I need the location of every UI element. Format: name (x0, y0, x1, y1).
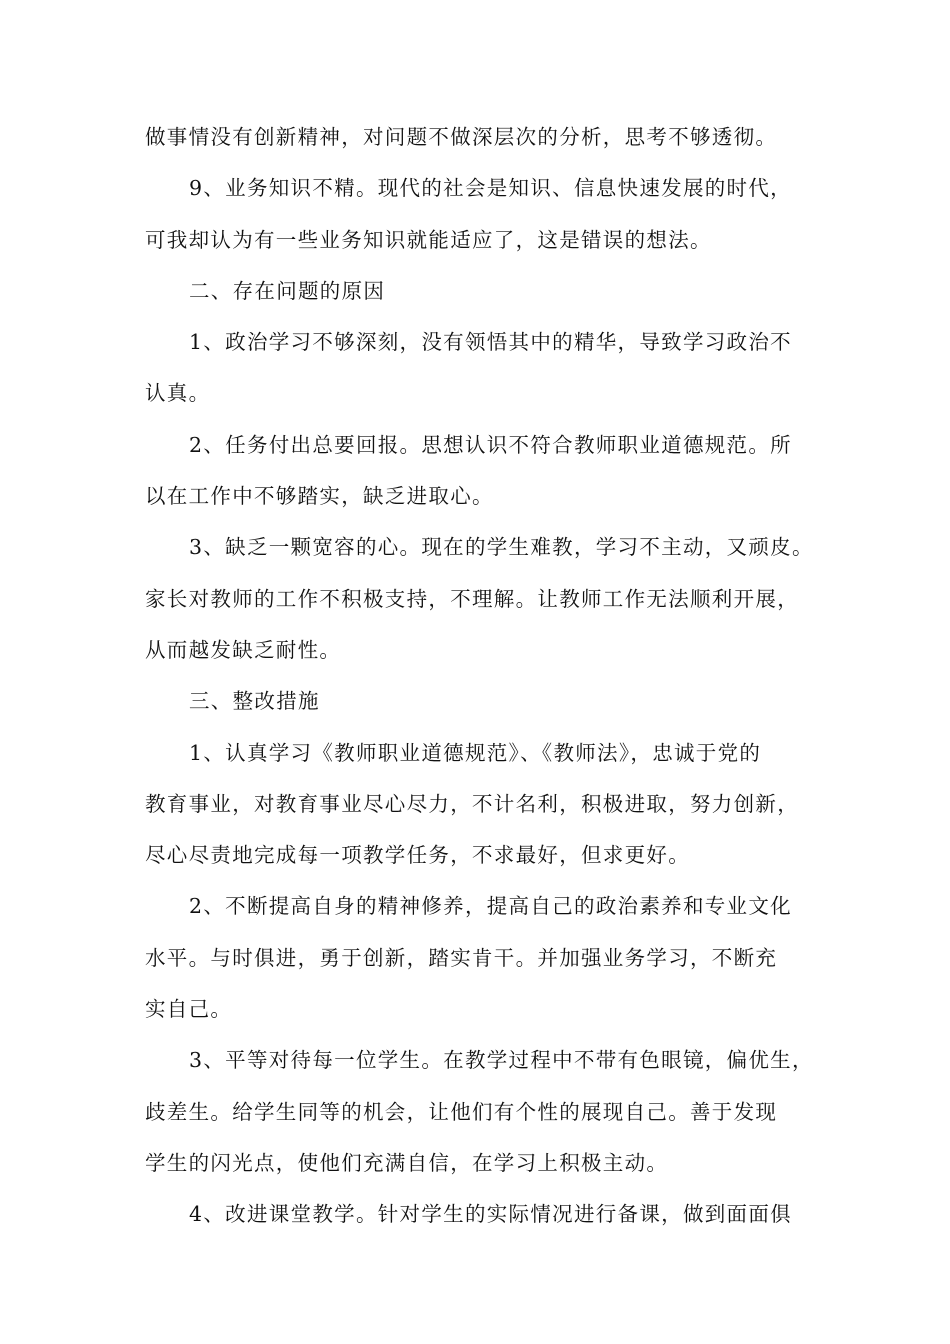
paragraph-line: 4、改进课堂教学。针对学生的实际情况进行备课，做到面面俱 (189, 1202, 792, 1227)
paragraph-line: 教育事业，对教育事业尽心尽力，不计名利，积极进取，努力创新， (145, 791, 799, 816)
paragraph (145, 1035, 815, 1189)
paragraph-line: 水平。与时俱进，勇于创新，踏实肯干。并加强业务学习，不断充 (145, 945, 778, 970)
paragraph-line: 9、业务知识不精。现代的社会是知识、信息快速发展的时代， (189, 176, 792, 201)
paragraph (145, 728, 815, 882)
paragraph-line: 从而越发缺乏耐性。 (145, 637, 342, 662)
paragraph-line: 1、政治学习不够深刻，没有领悟其中的精华，导致学习政治不 (189, 330, 792, 355)
paragraph-line: 2、任务付出总要回报。思想认识不符合教师职业道德规范。所 (189, 432, 792, 457)
paragraph (145, 1189, 815, 1240)
document-body (145, 112, 815, 1241)
paragraph-line: 歧差生。给学生同等的机会，让他们有个性的展现自己。善于发现 (145, 1099, 778, 1124)
paragraph-line: 可我却认为有一些业务知识就能适应了，这是错误的想法。 (145, 227, 712, 252)
paragraph (145, 522, 815, 676)
paragraph (145, 112, 815, 163)
paragraph (145, 163, 815, 266)
heading-text: 二、存在问题的原因 (189, 278, 386, 303)
paragraph-line: 做事情没有创新精神，对问题不做深层次的分析，思考不够透彻。 (145, 125, 778, 149)
paragraph-line: 实自己。 (145, 997, 233, 1022)
paragraph-line: 1、认真学习《教师职业道德规范》、《教师法》，忠诚于党的 (189, 740, 762, 765)
paragraph-line: 3、缺乏一颗宽容的心。现在的学生难教，学习不主动，又顽皮。 (189, 535, 814, 560)
section-heading (145, 266, 815, 317)
section-heading (145, 676, 815, 727)
paragraph (145, 420, 815, 523)
paragraph-line: 家长对教师的工作不积极支持，不理解。让教师工作无法顺利开展， (145, 586, 799, 611)
heading-text: 三、整改措施 (189, 689, 320, 714)
paragraph-line: 认真。 (145, 381, 211, 406)
paragraph-line: 尽心尽责地完成每一项教学任务，不求最好，但求更好。 (145, 843, 690, 868)
paragraph-line: 学生的闪光点，使他们充满自信，在学习上积极主动。 (145, 1150, 669, 1175)
paragraph-line: 以在工作中不够踏实，缺乏进取心。 (145, 484, 494, 509)
paragraph-line: 2、不断提高自身的精神修养，提高自己的政治素养和专业文化 (189, 894, 792, 919)
paragraph-line: 3、平等对待每一位学生。在教学过程中不带有色眼镜，偏优生， (189, 1048, 814, 1073)
paragraph (145, 317, 815, 420)
paragraph (145, 881, 815, 1035)
